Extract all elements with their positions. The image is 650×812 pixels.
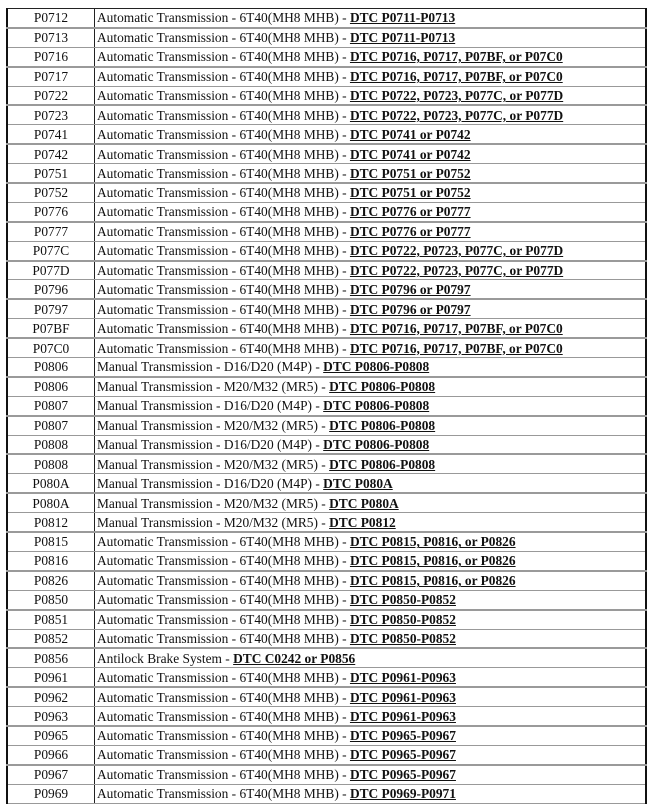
dtc-code-cell: P0713 [7,28,95,47]
dtc-description-cell [95,319,647,338]
system-label: Automatic Transmission - 6T40(MH8 MHB) - [97,281,350,297]
dtc-code-cell: P0723 [7,105,95,124]
dtc-description-cell [95,222,647,241]
dtc-code-cell: P0826 [7,571,95,590]
system-label: Automatic Transmission - 6T40(MH8 MHB) - [97,10,350,26]
system-label: Automatic Transmission - 6T40(MH8 MHB) - [97,320,350,336]
dtc-procedure-link[interactable]: DTC P0776 or P0777 [349,224,471,240]
system-label: Manual Transmission - M20/M32 (MR5) - [97,379,330,395]
dtc-description-cell [95,745,647,764]
dtc-description-cell [95,67,647,86]
dtc-description-cell [95,358,647,377]
dtc-code-cell: P0717 [7,67,95,86]
dtc-description-cell [95,629,647,648]
dtc-procedure-link[interactable]: DTC P0965-P0967 [349,728,456,744]
system-label: Automatic Transmission - 6T40(MH8 MHB) - [97,767,350,783]
dtc-code-cell: P0716 [7,47,95,66]
dtc-description-cell [95,164,647,183]
dtc-description-cell [95,610,647,629]
table-row [7,454,646,473]
dtc-description-cell [95,105,647,124]
dtc-description-cell [95,532,647,551]
dtc-description-cell [95,726,647,745]
system-label: Automatic Transmission - 6T40(MH8 MHB) - [97,747,350,763]
table-row [7,261,646,280]
system-label: Manual Transmission - M20/M32 (MR5) - [97,456,330,472]
dtc-procedure-link[interactable]: DTC P080A [323,475,393,491]
table-row [7,745,646,764]
table-row [7,358,646,377]
dtc-code-cell: P0815 [7,532,95,551]
table-row [7,144,646,163]
dtc-procedure-link[interactable]: DTC P0815, P0816, or P0826 [349,573,516,589]
table-row [7,241,646,260]
table-row [7,707,646,726]
dtc-procedure-link[interactable]: DTC P0716, P0717, P07BF, or P07C0 [349,340,563,356]
dtc-code-cell: P0807 [7,416,95,435]
system-label: Automatic Transmission - 6T40(MH8 MHB) - [97,224,350,240]
system-label: Automatic Transmission - 6T40(MH8 MHB) - [97,669,350,685]
dtc-description-cell [95,125,647,144]
dtc-procedure-link[interactable]: DTC P0751 or P0752 [349,165,471,181]
dtc-description-cell [95,571,647,590]
table-row [7,67,646,86]
table-row [7,319,646,338]
dtc-description-cell [95,435,647,454]
dtc-description-cell [95,454,647,473]
dtc-procedure-link[interactable]: DTC P0806-P0808 [323,359,430,375]
dtc-procedure-link[interactable]: DTC P0716, P0717, P07BF, or P07C0 [349,320,563,336]
table-row [7,338,646,357]
table-row [7,551,646,570]
dtc-description-cell [95,396,647,415]
dtc-code-cell: P0722 [7,86,95,105]
dtc-description-cell [95,241,647,260]
dtc-procedure-link[interactable]: DTC P0711-P0713 [349,10,456,26]
dtc-code-cell: P0812 [7,513,95,532]
dtc-code-cell: P0777 [7,222,95,241]
dtc-code-cell: P07C0 [7,338,95,357]
table-row [7,105,646,124]
dtc-procedure-link[interactable]: DTC P0965-P0967 [349,767,456,783]
dtc-procedure-link[interactable]: DTC P0751 or P0752 [349,185,471,201]
dtc-code-cell: P0852 [7,629,95,648]
dtc-code-cell: P080A [7,474,95,493]
dtc-description-cell [95,47,647,66]
table-row [7,648,646,667]
dtc-description-cell [95,144,647,163]
table-row [7,571,646,590]
system-label: Manual Transmission - M20/M32 (MR5) - [97,495,330,511]
table-row [7,202,646,221]
table-row [7,164,646,183]
dtc-procedure-link[interactable]: DTC P0796 or P0797 [349,281,471,297]
dtc-procedure-link[interactable]: DTC P0741 or P0742 [349,126,471,142]
system-label: Automatic Transmission - 6T40(MH8 MHB) - [97,243,350,259]
system-label: Manual Transmission - D16/D20 (M4P) - [97,398,324,414]
system-label: Automatic Transmission - 6T40(MH8 MHB) - [97,49,350,65]
system-label: Automatic Transmission - 6T40(MH8 MHB) - [97,708,350,724]
dtc-code-cell: P0806 [7,377,95,396]
dtc-description-cell [95,687,647,706]
system-label: Automatic Transmission - 6T40(MH8 MHB) - [97,107,350,123]
dtc-code-cell: P0807 [7,396,95,415]
dtc-description-cell [95,513,647,532]
dtc-procedure-link[interactable]: DTC P0722, P0723, P077C, or P077D [349,243,564,259]
dtc-description-cell [95,493,647,512]
table-row [7,687,646,706]
dtc-description-cell [95,648,647,667]
dtc-procedure-link[interactable]: DTC P0796 or P0797 [349,301,471,317]
dtc-code-cell: P0751 [7,164,95,183]
dtc-description-cell [95,202,647,221]
table-row [7,493,646,512]
dtc-code-cell: P07BF [7,319,95,338]
dtc-description-cell [95,280,647,299]
dtc-code-cell: P0752 [7,183,95,202]
table-row [7,28,646,47]
table-row [7,416,646,435]
dtc-procedure-link[interactable]: DTC P0806-P0808 [329,456,436,472]
dtc-description-cell [95,474,647,493]
system-label: Automatic Transmission - 6T40(MH8 MHB) - [97,573,350,589]
dtc-code-cell: P0741 [7,125,95,144]
dtc-procedure-link[interactable]: DTC P080A [329,495,399,511]
dtc-code-cell: P0965 [7,726,95,745]
dtc-procedure-link[interactable]: DTC P0812 [329,514,396,530]
dtc-description-cell [95,9,647,28]
table-row [7,86,646,105]
dtc-code-cell: P0797 [7,299,95,318]
table-row [7,9,646,28]
system-label: Automatic Transmission - 6T40(MH8 MHB) - [97,301,350,317]
dtc-code-cell: P0806 [7,358,95,377]
dtc-procedure-link[interactable]: DTC P0711-P0713 [349,30,456,46]
dtc-procedure-link[interactable]: DTC P0806-P0808 [323,398,430,414]
table-row [7,377,646,396]
table-row [7,280,646,299]
system-label: Manual Transmission - M20/M32 (MR5) - [97,514,330,530]
table-row [7,532,646,551]
dtc-procedure-link[interactable]: DTC P0969-P0971 [349,786,456,802]
dtc-procedure-link[interactable]: DTC P0961-P0963 [349,689,456,705]
dtc-code-cell: P0856 [7,648,95,667]
system-label: Manual Transmission - D16/D20 (M4P) - [97,475,324,491]
dtc-description-cell [95,784,647,803]
dtc-code-cell: P0742 [7,144,95,163]
dtc-procedure-link[interactable]: DTC P0806-P0808 [323,437,430,453]
dtc-description-cell [95,377,647,396]
dtc-code-cell: P0969 [7,784,95,803]
dtc-code-cell: P080A [7,493,95,512]
dtc-procedure-link[interactable]: DTC P0815, P0816, or P0826 [349,553,516,569]
dtc-description-cell [95,668,647,687]
dtc-procedure-link[interactable]: DTC P0722, P0723, P077C, or P077D [349,107,564,123]
dtc-code-cell: P077C [7,241,95,260]
system-label: Automatic Transmission - 6T40(MH8 MHB) - [97,165,350,181]
dtc-procedure-link[interactable]: DTC P0850-P0852 [349,612,456,628]
dtc-procedure-link[interactable]: DTC P0815, P0816, or P0826 [349,534,516,550]
system-label: Automatic Transmission - 6T40(MH8 MHB) - [97,592,350,608]
system-label: Automatic Transmission - 6T40(MH8 MHB) - [97,340,350,356]
dtc-code-cell: P0962 [7,687,95,706]
dtc-procedure-link[interactable]: DTC P0741 or P0742 [349,146,471,162]
table-row [7,125,646,144]
table-row [7,629,646,648]
system-label: Automatic Transmission - 6T40(MH8 MHB) - [97,728,350,744]
dtc-table-body [7,9,646,804]
dtc-description-cell [95,590,647,609]
dtc-procedure-link[interactable]: DTC P0776 or P0777 [349,204,471,220]
dtc-index-table [6,8,647,804]
dtc-code-cell: P0808 [7,435,95,454]
table-row [7,435,646,454]
system-label: Manual Transmission - D16/D20 (M4P) - [97,359,324,375]
dtc-procedure-link[interactable]: DTC P0806-P0808 [329,379,436,395]
table-row [7,222,646,241]
table-row [7,590,646,609]
table-row [7,47,646,66]
system-label: Automatic Transmission - 6T40(MH8 MHB) - [97,69,350,85]
dtc-procedure-link[interactable]: DTC P0850-P0852 [349,592,456,608]
dtc-code-cell: P0808 [7,454,95,473]
system-label: Automatic Transmission - 6T40(MH8 MHB) - [97,88,350,103]
system-label: Automatic Transmission - 6T40(MH8 MHB) - [97,126,350,142]
system-label: Manual Transmission - M20/M32 (MR5) - [97,418,330,434]
dtc-procedure-link[interactable]: DTC P0722, P0723, P077C, or P077D [349,263,564,279]
system-label: Automatic Transmission - 6T40(MH8 MHB) - [97,786,350,802]
system-label: Automatic Transmission - 6T40(MH8 MHB) - [97,689,350,705]
system-label: Antilock Brake System - [97,650,234,666]
dtc-procedure-link[interactable]: DTC P0806-P0808 [329,418,436,434]
dtc-description-cell [95,28,647,47]
table-row [7,765,646,784]
dtc-description-cell [95,299,647,318]
table-row [7,784,646,803]
system-label: Automatic Transmission - 6T40(MH8 MHB) - [97,553,350,569]
dtc-code-cell: P0961 [7,668,95,687]
table-row [7,299,646,318]
system-label: Manual Transmission - D16/D20 (M4P) - [97,437,324,453]
dtc-procedure-link[interactable]: DTC P0716, P0717, P07BF, or P07C0 [349,49,563,65]
system-label: Automatic Transmission - 6T40(MH8 MHB) - [97,263,350,279]
table-row [7,726,646,745]
dtc-description-cell [95,416,647,435]
dtc-description-cell [95,261,647,280]
system-label: Automatic Transmission - 6T40(MH8 MHB) - [97,146,350,162]
table-row [7,513,646,532]
dtc-description-cell [95,707,647,726]
dtc-code-cell: P0816 [7,551,95,570]
table-row [7,668,646,687]
system-label: Automatic Transmission - 6T40(MH8 MHB) - [97,185,350,201]
table-row [7,610,646,629]
dtc-code-cell: P0850 [7,590,95,609]
system-label: Automatic Transmission - 6T40(MH8 MHB) - [97,534,350,550]
dtc-code-cell: P0966 [7,745,95,764]
dtc-description-cell [95,765,647,784]
dtc-code-cell: P077D [7,261,95,280]
dtc-description-cell [95,551,647,570]
dtc-code-cell: P0967 [7,765,95,784]
system-label: Automatic Transmission - 6T40(MH8 MHB) - [97,30,350,46]
dtc-procedure-link[interactable]: DTC P0961-P0963 [349,669,456,685]
dtc-code-cell: P0712 [7,9,95,28]
system-label: Automatic Transmission - 6T40(MH8 MHB) - [97,204,350,220]
system-label: Automatic Transmission - 6T40(MH8 MHB) - [97,612,350,628]
dtc-code-cell: P0776 [7,202,95,221]
table-row [7,474,646,493]
table-row [7,183,646,202]
dtc-procedure-link[interactable]: DTC P0850-P0852 [349,630,456,646]
dtc-code-cell: P0963 [7,707,95,726]
dtc-procedure-link[interactable]: DTC P0965-P0967 [349,747,456,763]
dtc-procedure-link[interactable]: DTC P0716, P0717, P07BF, or P07C0 [349,69,563,85]
system-label: Automatic Transmission - 6T40(MH8 MHB) - [97,630,350,646]
dtc-procedure-link[interactable]: DTC P0722, P0723, P077C, or P077D [349,88,564,103]
dtc-code-cell: P0851 [7,610,95,629]
dtc-procedure-link[interactable]: DTC C0242 or P0856 [233,650,356,666]
dtc-code-cell: P0796 [7,280,95,299]
dtc-description-cell [95,86,647,105]
dtc-description-cell [95,183,647,202]
dtc-description-cell [95,338,647,357]
table-row [7,396,646,415]
dtc-procedure-link[interactable]: DTC P0961-P0963 [349,708,456,724]
